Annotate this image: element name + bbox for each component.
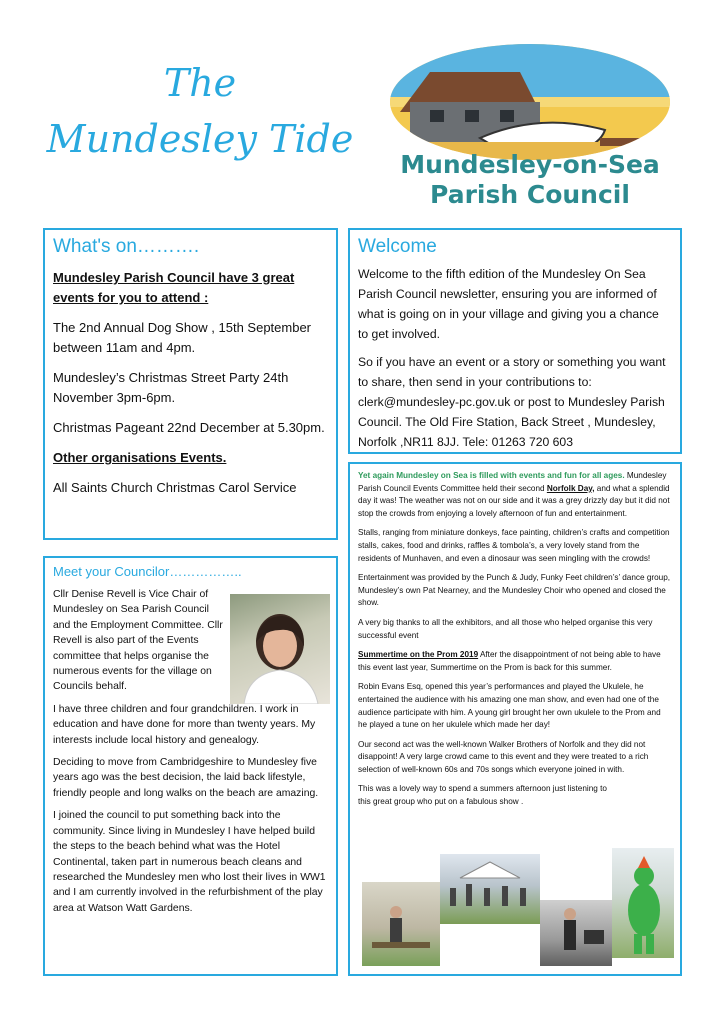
event-photo xyxy=(440,854,540,924)
events-report-box xyxy=(348,462,682,976)
title-line-2: Mundesley Tide xyxy=(46,117,354,161)
welcome-paragraph: Welcome to the fifth edition of the Mundesley On Sea Parish Council newsletter, ensuring you are informed of what is going on in your village and giving you a chance to get involved. xyxy=(358,267,659,341)
events-paragraph-1 xyxy=(358,470,672,520)
other-events-heading: Other organisations Events. xyxy=(53,450,227,465)
whats-on-box xyxy=(43,228,338,540)
title-line-1: The xyxy=(163,61,237,105)
councilor-photo xyxy=(230,594,330,704)
events-highlight: Yet again Mundesley on Sea is filled with events and fun for all ages. xyxy=(358,471,625,480)
masthead-title xyxy=(30,55,370,167)
welcome-heading: Welcome xyxy=(358,236,437,257)
event-photos xyxy=(362,848,674,966)
events-paragraph: Stalls, ranging from miniature donkeys, face painting, children’s crafts and competition stalls, cakes, food and drinks, raffles & tombola’s, a very lovely stand from the residents of Munhaven, and even a dinosaur was seen mingling with the crowds! xyxy=(358,528,670,563)
event-photo xyxy=(540,900,612,966)
event-item: Mundesley’s Christmas Street Party 24th November 3pm-6pm. xyxy=(53,370,289,405)
whats-on-heading: What's on………. xyxy=(53,236,200,257)
event-item: The 2nd Annual Dog Show , 15th September between 11am and 4pm. xyxy=(53,320,312,355)
logo-name-line-1: Mundesley-on-Sea xyxy=(400,150,660,179)
welcome-paragraph: So if you have an event or a story or something you want to share, then send in your contributions to: clerk@mundesley-pc.gov.uk or post to Mundesley Parish Council. The Old Fire Station, Back Street , Mundesley, Norfolk ,NR11 8JJ. Tele: 01263 720 603 xyxy=(358,355,666,449)
event-photo xyxy=(612,848,674,958)
events-paragraph: Our second act was the well-known Walker Brothers of Norfolk and they did not disappoint! A very large crowd came to this event and they were treated to a rich selection of well-known 60s and 70s songs which everyone joined in with. xyxy=(358,739,649,774)
whats-on-intro: Mundesley Parish Council have 3 great events for you to attend : xyxy=(53,270,295,305)
norfolk-day-label: Norfolk Day, xyxy=(546,483,595,493)
councilor-paragraph: Deciding to move from Cambridgeshire to Mundesley five years ago was the best decision, the laid back lifestyle, friendly people and long walks on the beach are amazing. xyxy=(53,757,319,799)
councilor-paragraph: Cllr Denise Revell is Vice Chair of Mundesley on Sea Parish Council and the Employment Committee. Cllr Revell is also part of the Events committee that helps organise the numerous events for the village on Councils behalf. xyxy=(53,589,223,693)
events-p5-rest: After the disappointment of not being able to have this event last year, Summertime on the Prom is back for this summer. xyxy=(358,650,661,672)
logo-name-line-2: Parish Council xyxy=(430,180,630,209)
events-paragraph xyxy=(358,649,672,674)
events-paragraph: A very big thanks to all the exhibitors, and all those who helped organise this very successful event xyxy=(358,617,653,640)
councilor-heading: Meet your Councilor…………….. xyxy=(53,564,242,579)
other-event-item: All Saints Church Christmas Carol Service xyxy=(53,480,297,495)
events-paragraph: This was a lovely way to spend a summers afternoon just listening to this great group who put on a fabulous show . xyxy=(358,784,607,807)
events-p1-start: Mundesley Parish Council Events Committee held their second xyxy=(358,471,667,493)
councilor-paragraph: I joined the council to put something back into the community. Since living in Mundesley I have helped build the steps to the beach behind what was the Hotel Continental, taken part in numerous beach cleans and researched the Mundesley men who lost their lives in WW1 and I am currently involved in the refurbishment of the play area at Watson Watt Gardens. xyxy=(53,810,326,914)
summertime-prom-label: Summertime on the Prom 2019 xyxy=(358,650,479,660)
welcome-box xyxy=(348,228,682,454)
events-p1-end: and what a splendid day it was! The weather was not on our side and it was a grey drizzly day but it did not stop the crowds from enjoying a lovely afternoon of fun and entertainment. xyxy=(358,483,670,518)
logo-name xyxy=(370,150,690,210)
events-paragraph: Robin Evans Esq, opened this year’s performances and played the Ukulele, he entertained the audience with his amazing one man show, and even had one of the audience participate with him. A young girl brought her own ukulele to the Prom and he played a tune on her ukulele which made her day! xyxy=(358,682,661,730)
councilor-box xyxy=(43,556,338,976)
events-paragraph: Entertainment was provided by the Punch & Judy, Funky Feet children’s’ dance group, Mundesley’s own Pat Nearney, and the Mundesley Choir who opened and closed the show. xyxy=(358,573,671,608)
councilor-paragraph: I have three children and four grandchildren. I work in education and have done for more than twenty years. My interests include local history and genealogy. xyxy=(53,703,316,746)
event-item: Christmas Pageant 22nd December at 5.30pm. xyxy=(53,420,325,435)
event-photo xyxy=(362,882,440,966)
